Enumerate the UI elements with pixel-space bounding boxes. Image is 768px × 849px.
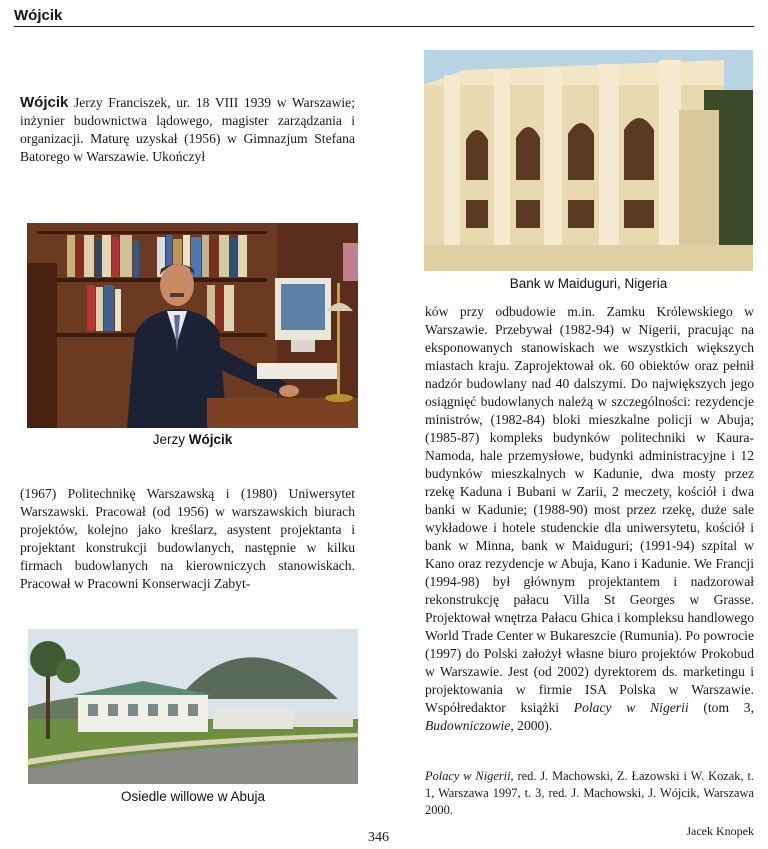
reference-rest: , red. J. Machowski, Z. Łazowski i W. Kozak, t. 1, Warszawa 1997, t. 3, red. J. Machowski, J. Wójcik, Warszawa 2000. (425, 769, 754, 817)
book-mid: (tom 3, (688, 700, 754, 715)
portrait-caption (27, 432, 358, 447)
abuja-caption: Osiedle willowe w Abuja (120, 789, 266, 804)
abuja-photo (28, 629, 358, 784)
book-volume-title: Budowniczowie (425, 718, 511, 733)
left-paragraph-intro (20, 94, 355, 166)
entry-name: Wójcik (20, 94, 69, 111)
caption-last-name: Wójcik (188, 432, 233, 447)
intro-text: Jerzy Franciszek, ur. 18 VIII 1939 w Warszawie; inżynier budownictwa lądowego, magister zarządzania i organizacji. Maturę uzyskał (1956) w Gimnazjum Stefana Batorego w Warszawie. Ukończył (20, 95, 355, 164)
references (425, 768, 754, 819)
right-column-body: ków przy odbudowie m.in. Zamku Królewskiego w Warszawie. Przebywał (1982-94) w Nigerii, pracując na eksponowanych stanowiskach we wszystkich większych miastach kraju. Zaprojektował ok. 60 obiektów oraz pełnił nadzór budowlany nad 40 dalszymi. Do największych jego osiągnięć budowlanych należą w szczególności: rezydencje ministrów, (1982-84) bloki mieszkalne policji w Abuja; (1985-87) kompleks budynków politechniki w Kaura-Namoda, hale przemysłowe, budynki administracyjne i 12 budynków mieszkalnych w Kadunie, dwa mosty przez rzekę Kaduna i Bubani w Zarii, 2 meczety, kościół i dwa banki w Kadunie; (1988-90) most przez rzekę, duże sale wykładowe i hotele studenckie dla uniwersytetu, kościół i bank w Minna, bank w Maiduguri; (1991-94) szpital w Kano oraz rezydencje w Abuja, Kano i Kadunie. We Francji (1994-98) był głównym projektantem i nadzorował rekonstrukcję pałacu Villa St Georges w Grasse. Projektował wnętrza Pałacu Ghica i kompleksu handlowego World Trade Center w Bukareszcie (Rumunia). Po powrocie (1997) do Polski założył własne biuro projektów Prokobud w Warszawie. Jest (od 2002) dyrektorem ds. marketingu i projektowania w firmie ISA Polska w Warszawie. Współredaktor książki (425, 304, 754, 715)
bank-caption: Bank w Maiduguri, Nigeria (509, 276, 668, 291)
right-column-text (425, 303, 754, 735)
caption-first-name: Jerzy (152, 432, 189, 447)
author-name: Jacek Knopek (686, 824, 754, 838)
portrait-photo (27, 223, 358, 428)
page-number: 346 (368, 830, 389, 845)
left-paragraph-career: (1967) Politechnikę Warszawską i (1980) Uniwersytet Warszawski. Pracował (od 1956) w warszawskich biurach projektów, kolejno jako kreślarz, asystent projektanta i projektant konstrukcji budowlanych, następnie w kilku firmach budowlanych na kierowniczych stanowiskach. Pracował w Pracowni Konserwacji Zabyt- (20, 486, 355, 591)
book-end: , 2000). (510, 718, 553, 733)
page-header-title: Wójcik (14, 7, 63, 24)
book-title: Polacy w Nigerii (573, 700, 689, 715)
header-rule (14, 26, 754, 27)
reference-title: Polacy w Nigerii (425, 769, 511, 783)
bank-photo (424, 50, 753, 271)
